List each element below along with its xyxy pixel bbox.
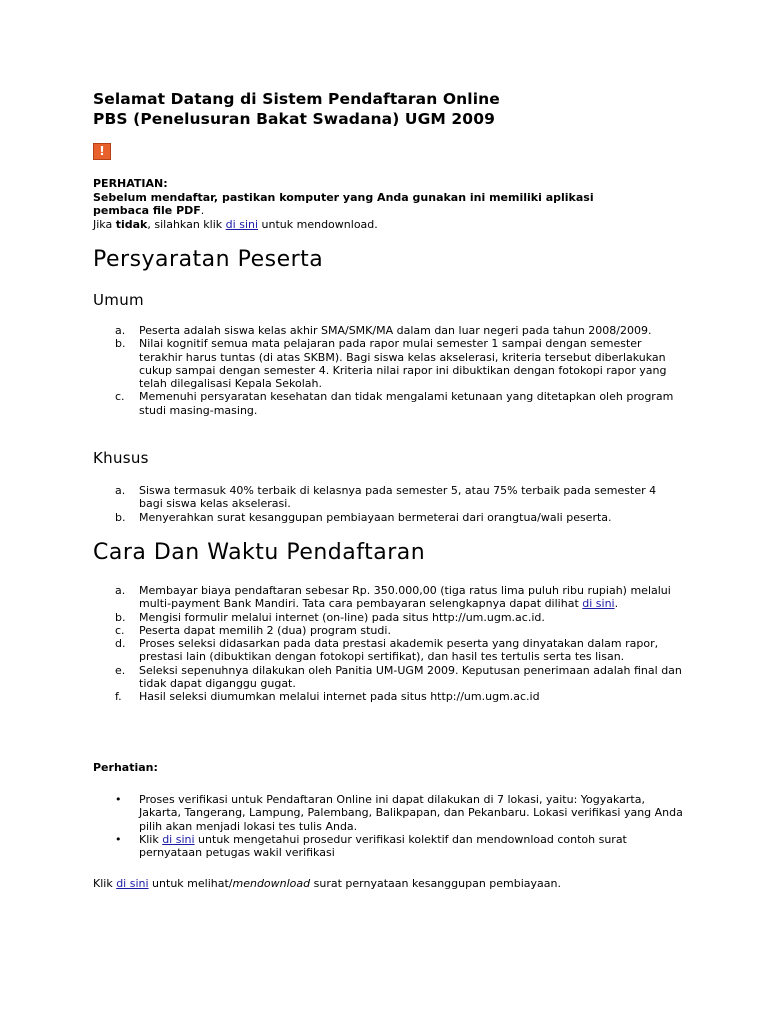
- footer-italic: mendownload: [232, 877, 311, 890]
- list-item-text: Hasil seleksi diumumkan melalui internet pada situs http://um.ugm.ac.id: [139, 690, 540, 704]
- attention-bold-end: .: [200, 204, 205, 217]
- notes-list: [93, 793, 683, 859]
- attention-line3-mid: , silahkan klik: [147, 217, 226, 231]
- list-item: [93, 637, 683, 664]
- list-item-text: Siswa termasuk 40% terbaik di kelasnya pada semester 5, atau 75% terbaik pada semester 4 bagi siswa kelas akselerasi.: [139, 484, 657, 511]
- list-item-post: untuk mengetahui prosedur verifikasi kolektif dan mendownload contoh surat pernyataan petugas wakil verifikasi: [139, 832, 627, 860]
- footer-mid: untuk melihat/: [148, 877, 233, 890]
- list-item: [93, 337, 683, 390]
- list-item-text: Seleksi sepenuhnya dilakukan oleh Panitia UM-UGM 2009. Keputusan penerimaan adalah final dan tidak dapat diganggu gugat.: [139, 663, 682, 691]
- attention-bold-text: Sebelum mendaftar, pastikan komputer yang Anda gunakan ini memiliki aplikasi pembaca file PDF: [93, 190, 594, 217]
- verification-procedure-link[interactable]: di sini: [162, 832, 195, 846]
- list-marker: b.: [115, 510, 126, 524]
- list-item: [93, 624, 683, 637]
- subsection-title-umum: Umum: [93, 291, 144, 309]
- list-item-text: Proses seleksi didasarkan pada data prestasi akademik peserta yang dinyatakan dalam rapor, prestasi lain (dibuktikan dengan fotokopi sertifikat), dan hasil tes tertulis serta tes lisan.: [139, 637, 659, 664]
- attention-line3-pre: Jika: [93, 217, 116, 231]
- funding-statement-link[interactable]: di sini: [116, 877, 149, 890]
- list-marker: c.: [115, 390, 125, 404]
- list-item: [93, 793, 683, 833]
- list-marker: d.: [115, 637, 126, 651]
- pdf-download-link[interactable]: di sini: [225, 217, 259, 231]
- page-title: [93, 89, 500, 129]
- list-item: [93, 833, 683, 860]
- list-item-text: Mengisi formulir melalui internet (on-line) pada situs http://um.ugm.ac.id.: [139, 610, 545, 624]
- pendaftaran-list: [93, 584, 683, 704]
- list-item: [93, 324, 683, 337]
- list-item-text: Membayar biaya pendaftaran sebesar Rp. 350.000,00 (tiga ratus lima puluh ribu rupiah) melalui multi-payment Bank Mandiri. Tata cara pembayaran selengkapnya dapat dilihat: [139, 584, 671, 611]
- list-item: [93, 664, 683, 691]
- list-marker: b.: [115, 337, 126, 351]
- list-item: [93, 390, 683, 417]
- attention-line3-bold: tidak: [115, 217, 148, 231]
- list-marker: f.: [115, 690, 122, 704]
- footer-post: surat pernyataan kesanggupan pembiayaan.: [310, 877, 561, 890]
- attention-notice: [93, 177, 653, 231]
- list-marker: a.: [115, 584, 126, 597]
- bullet-icon: •: [115, 832, 122, 846]
- list-item-text: Peserta adalah siswa kelas akhir SMA/SMK/MA dalam dan luar negeri pada tahun 2008/2009.: [139, 324, 652, 337]
- list-item-text: Proses verifikasi untuk Pendaftaran Online ini dapat dilakukan di 7 lokasi, yaitu: Yogyakarta, Jakarta, Tangerang, Lampung, Palembang, Balikpapan, dan Pekanbaru. Lokasi verifikasi yang Anda pilih akan menjadi lokasi tes tulis Anda.: [139, 793, 683, 833]
- list-item: [93, 511, 683, 524]
- khusus-list: [93, 484, 683, 524]
- list-marker: a.: [115, 484, 126, 497]
- list-item: [93, 690, 683, 703]
- list-item: [93, 611, 683, 624]
- list-item: [93, 484, 683, 511]
- title-line-2: PBS (Penelusuran Bakat Swadana) UGM 2009: [93, 110, 495, 128]
- section-title-cara-dan-waktu: Cara Dan Waktu Pendaftaran: [93, 540, 426, 565]
- footer-pre: Klik: [93, 877, 117, 890]
- list-marker: b.: [115, 610, 126, 624]
- list-item-pre: Klik: [139, 832, 163, 846]
- subsection-title-khusus: Khusus: [93, 449, 149, 467]
- list-item-end: .: [614, 597, 619, 611]
- warning-icon: !: [93, 143, 111, 160]
- list-item-text: Nilai kognitif semua mata pelajaran pada rapor mulai semester 1 sampai dengan semester terakhir harus tuntas (di atas SKBM). Bagi siswa kelas akselerasi, kriteria tersebut diberlakukan cukup sampai dengan semester 4. Kriteria nilai rapor ini dibuktikan dengan fotokopi rapor yang telah dilegalisasi Kepala Sekolah.: [139, 337, 667, 391]
- list-item-text: Menyerahkan surat kesanggupan pembiayaan bermeterai dari orangtua/wali peserta.: [139, 510, 612, 524]
- footer-note: [93, 877, 561, 890]
- attention-line3-post: untuk mendownload.: [258, 217, 378, 231]
- list-marker: e.: [115, 663, 126, 677]
- section-title-persyaratan: Persyaratan Peserta: [93, 247, 324, 272]
- list-marker: c.: [115, 623, 125, 637]
- payment-guide-link[interactable]: di sini: [582, 597, 615, 611]
- list-item-text: Memenuhi persyaratan kesehatan dan tidak mengalami ketunaan yang ditetapkan oleh program studi masing-masing.: [139, 390, 674, 417]
- umum-list: [93, 324, 683, 417]
- title-line-1: Selamat Datang di Sistem Pendaftaran Online: [93, 90, 500, 108]
- list-item-text: Peserta dapat memilih 2 (dua) program studi.: [139, 623, 391, 637]
- notes-title: Perhatian:: [93, 761, 158, 774]
- list-marker: a.: [115, 324, 126, 337]
- bullet-icon: •: [115, 793, 122, 806]
- list-item: [93, 584, 683, 611]
- attention-label: PERHATIAN:: [93, 177, 168, 190]
